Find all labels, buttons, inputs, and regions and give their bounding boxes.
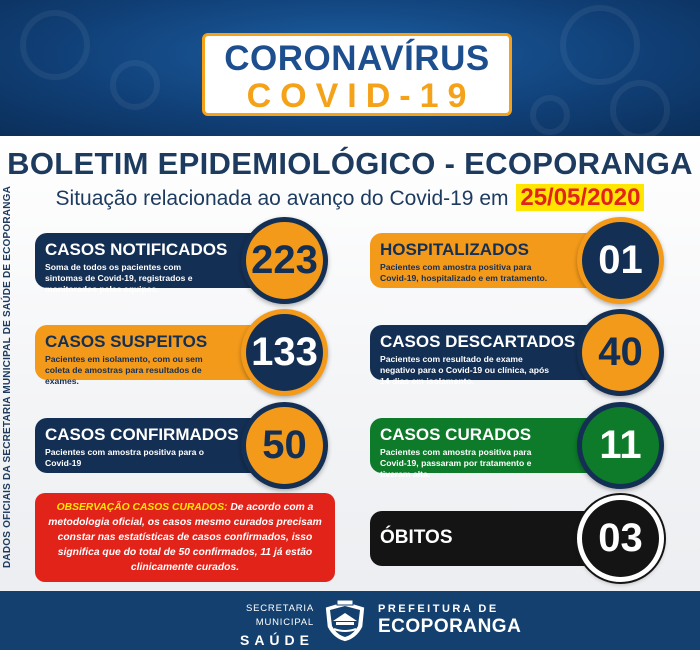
logo-subtitle: COVID-19 <box>246 77 476 115</box>
prefeitura-line2: ECOPORANGA <box>378 616 522 637</box>
descartados-count: 40 <box>577 309 664 396</box>
observation-box <box>35 493 335 582</box>
hospitalizados-count: 01 <box>577 217 664 304</box>
card-description: Pacientes com amostra positiva para Covid-19, hospitalizado e em tratamento. <box>380 262 548 283</box>
card-obitos <box>370 511 610 566</box>
card-title: CASOS DESCARTADOS <box>380 332 576 351</box>
curados-count: 11 <box>577 402 664 489</box>
virus-decoration <box>20 10 90 80</box>
card-description: Pacientes com amostra positiva para Covid-19, passaram por tratamento e tiveram alta. <box>380 447 532 479</box>
card-casos-suspeitos <box>35 325 270 386</box>
virus-decoration <box>530 95 570 135</box>
card-title: CASOS SUSPEITOS <box>45 332 208 351</box>
notificados-count: 223 <box>241 217 328 304</box>
card-description: Pacientes com resultado de exame negativo para o Covid-19 ou clínica, após 14 dias em isolamento. <box>380 354 550 386</box>
prefeitura-label <box>378 602 521 638</box>
side-label: DADOS OFICIAIS DA SECRETARIA MUNICIPAL DE SAÚDE DE ECOPORANGA <box>2 185 13 568</box>
card-casos-descartados <box>370 325 610 386</box>
secretaria-label <box>212 602 314 650</box>
municipal-crest-icon <box>321 599 369 643</box>
card-casos-curados <box>370 418 610 479</box>
virus-decoration <box>610 80 670 136</box>
suspeitos-count: 133 <box>241 309 328 396</box>
logo-title: CORONAVÍRUS <box>224 39 490 78</box>
situation-text: Situação relacionada ao avanço do Covid-19 em <box>55 187 509 210</box>
card-title: CASOS CONFIRMADOS <box>45 425 239 444</box>
prefeitura-line1: PREFEITURA DE <box>378 603 499 615</box>
card-casos-notificados <box>35 233 270 294</box>
observation-text: De acordo com a metodologia oficial, os casos mesmo curados precisam constar nas estatísticas de casos confirmados, isso significa que do total de 50 confirmados, 11 já estão clinicamente curados. <box>48 502 322 573</box>
card-casos-confirmados <box>35 418 270 473</box>
card-hospitalizados <box>370 233 610 288</box>
card-description: Soma de todos os pacientes com sintomas de Covid-19, registrados e monitorados pelas equipes. <box>45 262 193 294</box>
card-description: Pacientes com amostra positiva para o Covid-19 <box>45 447 205 468</box>
card-title: CASOS CURADOS <box>380 425 532 444</box>
virus-decoration <box>560 5 640 85</box>
card-title: HOSPITALIZADOS <box>380 240 529 259</box>
secretaria-line2: SAÚDE <box>239 632 314 648</box>
bulletin-date: 25/05/2020 <box>516 184 644 211</box>
header-banner <box>0 0 700 136</box>
footer <box>0 591 700 650</box>
obitos-count: 03 <box>577 495 664 582</box>
bulletin-title: BOLETIM EPIDEMIOLÓGICO - ECOPORANGA <box>7 146 693 181</box>
bulletin-subtitle <box>0 184 700 212</box>
card-title: CASOS NOTIFICADOS <box>45 240 228 259</box>
card-description: Pacientes em isolamento, com ou sem coleta de amostras para resultados de exames. <box>45 354 203 386</box>
observation-heading: OBSERVAÇÃO CASOS CURADOS: <box>56 502 228 513</box>
covid-logo <box>202 33 512 116</box>
virus-decoration <box>110 60 160 110</box>
secretaria-line1: SECRETARIA MUNICIPAL <box>245 603 314 628</box>
card-title: ÓBITOS <box>380 527 453 548</box>
confirmados-count: 50 <box>241 402 328 489</box>
